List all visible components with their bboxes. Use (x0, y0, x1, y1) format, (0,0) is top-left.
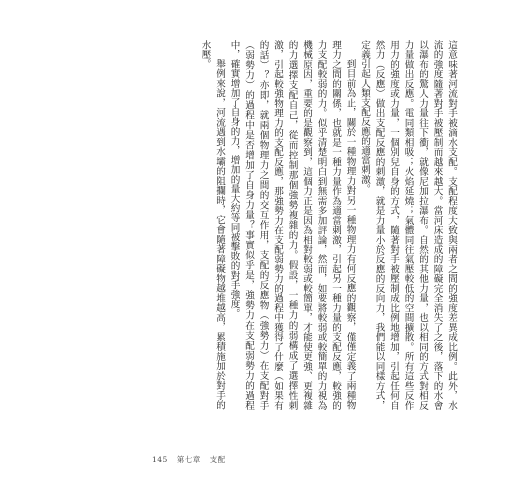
body-text (148, 40, 458, 410)
page-footer (152, 454, 232, 465)
chapter-label: 第七章 (176, 455, 201, 464)
paragraph: 這意味著河流對手被滴水支配。支配程度大致與兩者之間的強度差異成比例。此外，水流的強度隨著對手被壓制而越來越大。當河床造成的障礙完全消失了之後，落下的水會以瀑布的驚人力量往下衝，就像尼加拉瀑布。自然的其他力量，也以相同的方式對相反力量做出反應。電同類相吸；火焰延燒；氣體同往氣壓較低的空間擴散。所有這些反作用力的強度或力量，一個別兒自身的方式，隨著對手被壓制成比例地增加，引起任何自然力（反應）做出支配反應的刺激，就是力量小於反應的反向力，我們能以同樣方式，定義引起人類支配反應的適當刺激。 (359, 40, 457, 410)
paragraph: 舉例來說，河流遇到水壩的阻攔時，它會隨著障礙物越堆越高，累積施加於對手的水壓。 (199, 40, 225, 410)
paragraph: 到目前為止，關於一種物理力對另一種物理力有何反應的觀察，僅僅定義了兩種物理力之間的關係，也就是一種力量作為適當刺激，引起另一種力量的支配反應，較強的力支配較弱的力。似乎清楚明白到無需多加評論，然而，如要將較弱或較簡單的力視為機械原因，重要的是觀察到，這個力正是因為相對較弱或較簡單，才能使更強、更複雜的力選擇支配自己，從而控制那個強勢複雜的力。假設，一種力的弱構成了選擇性刺激，引起較強物理力的支配反應，那強勢力在支配弱勢力的過程中獲得了什麼（如果有的話）？亦即，就兩個物理力之間的交互作用，支配的反應物（強勢力）在支配對手（弱勢力）的過程中是否增加了自身力量？事實似乎是，強勢力在支配弱勢力的過程中，確實增加了自身的力，增加的量大約等同被擊敗的對手強度。 (228, 40, 356, 410)
chapter-title: 支配 (209, 455, 226, 464)
page-number: 145 (152, 455, 168, 464)
